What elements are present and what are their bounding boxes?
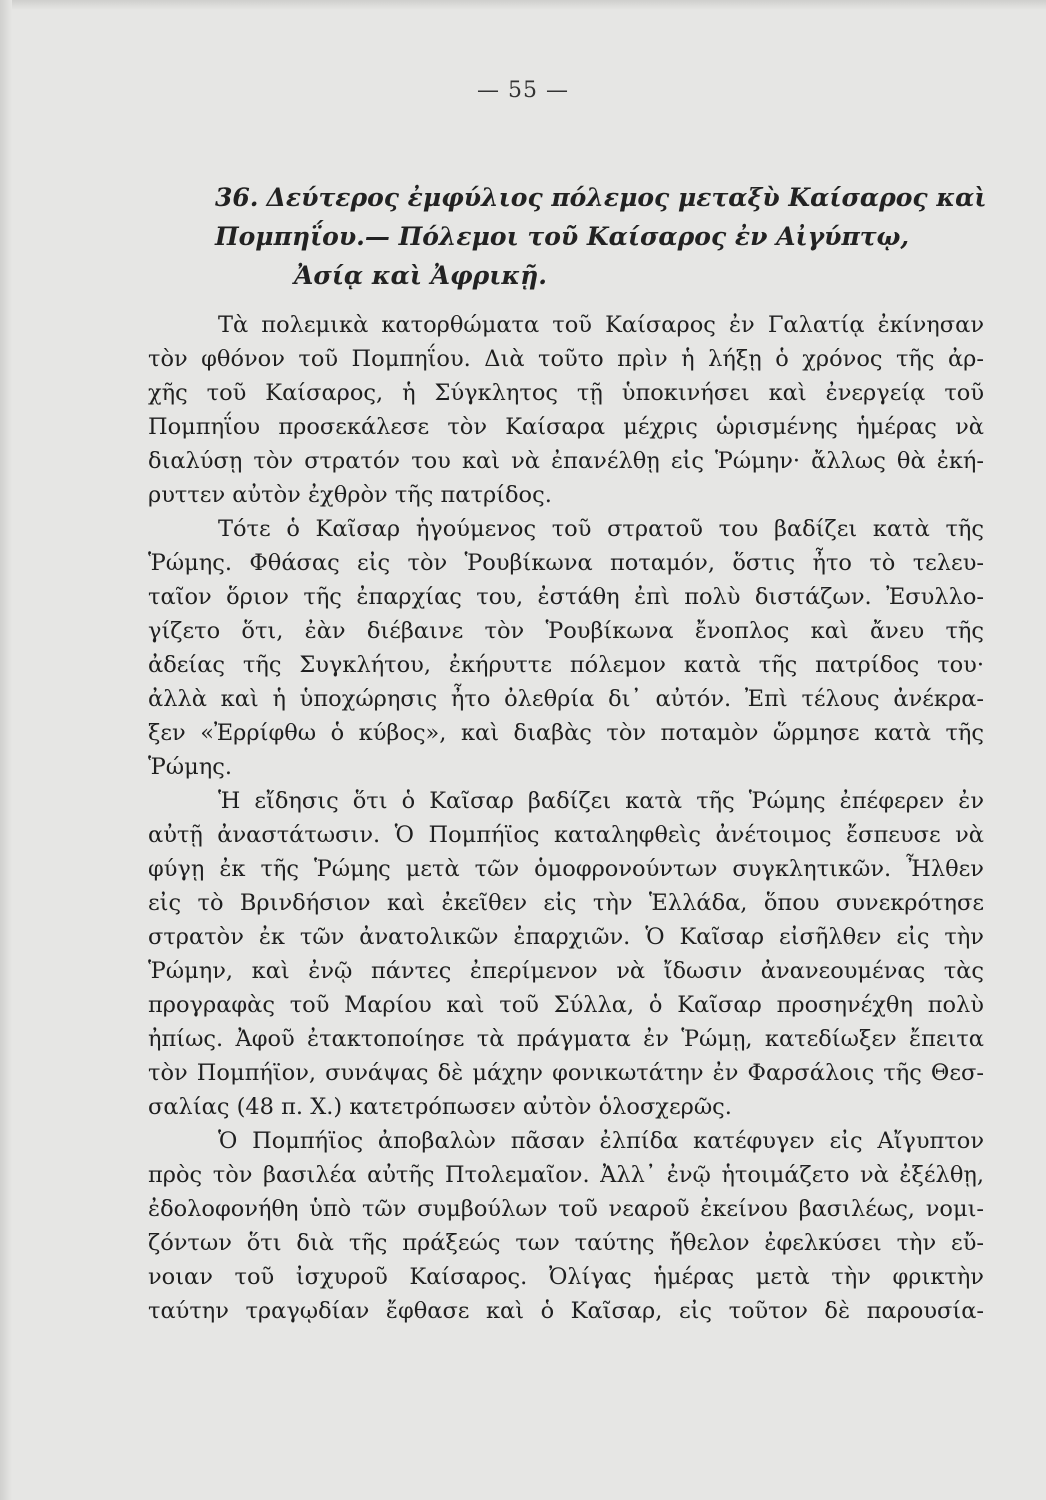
paragraph-1	[148, 308, 984, 512]
body-text	[148, 308, 984, 1328]
text-line: Ῥώμης.	[148, 754, 232, 780]
paragraph-4	[148, 1124, 984, 1328]
text-line: χῆς τοῦ Καίσαρος, ἡ Σύγκλητος τῇ ὑποκινήσει καὶ ἐνεργείᾳ τοῦ	[148, 380, 984, 406]
text-line: ταῖον ὅριον τῆς ἐπαρχίας του, ἐστάθη ἐπὶ πολὺ διστάζων. Ἐσυλλο-	[148, 584, 984, 610]
heading-line-3: Ἀσίᾳ καὶ Ἀφρικῇ.	[294, 261, 548, 290]
text-line: ξεν «Ἐρρίφθω ὁ κύβος», καὶ διαβὰς τὸν ποταμὸν ὥρμησε κατὰ τῆς	[148, 720, 984, 746]
text-line: ζόντων ὅτι διὰ τῆς πράξεώς των ταύτης ἤθελον ἐφελκύσει τὴν εὔ-	[148, 1230, 984, 1256]
text-line: ἠπίως. Ἀφοῦ ἐτακτοποίησε τὰ πράγματα ἐν Ῥώμῃ, κατεδίωξεν ἔπειτα	[148, 1026, 984, 1052]
page-top-edge	[0, 0, 1046, 10]
text-line: ἀδείας τῆς Συγκλήτου, ἐκήρυττε πόλεμον κατὰ τῆς πατρίδος του·	[148, 652, 984, 678]
text-line: φύγῃ ἐκ τῆς Ῥώμης μετὰ τῶν ὁμοφρονούντων συγκλητικῶν. Ἦλθεν	[148, 856, 984, 882]
text-line: ἀλλὰ καὶ ἡ ὑποχώρησις ἦτο ὀλεθρία δι᾿ αὐτόν. Ἐπὶ τέλους ἀνέκρα-	[148, 686, 984, 712]
text-line: διαλύσῃ τὸν στρατόν του καὶ νὰ ἐπανέλθῃ εἰς Ῥώμην· ἄλλως θὰ ἐκή-	[148, 448, 984, 474]
text-line: ταύτην τραγῳδίαν ἔφθασε καὶ ὁ Καῖσαρ, εἰς τοῦτον δὲ παρουσία-	[148, 1298, 984, 1324]
section-heading	[215, 178, 987, 295]
text-line: Τότε ὁ Καῖσαρ ἡγούμενος τοῦ στρατοῦ του βαδίζει κατὰ τῆς	[218, 516, 984, 542]
text-line: Ῥώμης. Φθάσας εἰς τὸν Ῥουβίκωνα ποταμόν, ὅστις ἦτο τὸ τελευ-	[148, 550, 984, 576]
paragraph-3	[148, 784, 984, 1124]
text-line: τὸν Πομπήϊον, συνάψας δὲ μάχην φονικωτάτην ἐν Φαρσάλοις τῆς Θεσ-	[148, 1060, 984, 1086]
heading-line-1	[215, 178, 987, 217]
text-line: στρατὸν ἐκ τῶν ἀνατολικῶν ἐπαρχιῶν. Ὁ Καῖσαρ εἰσῆλθεν εἰς τὴν	[148, 924, 984, 950]
paragraph-2	[148, 512, 984, 784]
heading-text: Δεύτερος ἐμφύλιος πόλεμος μεταξὺ Καίσαρος καὶ	[266, 183, 987, 212]
text-line: ἐδολοφονήθη ὑπὸ τῶν συμβούλων τοῦ νεαροῦ ἐκείνου βασιλέως, νομι-	[148, 1196, 984, 1222]
text-line: τὸν φθόνον τοῦ Πομπηΐου. Διὰ τοῦτο πρὶν ἡ λήξῃ ὁ χρόνος τῆς ἀρ-	[148, 346, 984, 372]
text-line: Πομπηΐου προσεκάλεσε τὸν Καίσαρα μέχρις ὡρισμένης ἡμέρας νὰ	[148, 414, 984, 440]
section-number: 36.	[215, 183, 259, 212]
page-left-edge	[0, 0, 12, 1500]
text-line: αὐτῇ ἀναστάτωσιν. Ὁ Πομπήϊος καταληφθεὶς ἀνέτοιμος ἔσπευσε νὰ	[148, 822, 984, 848]
page-number: — 55 —	[477, 78, 569, 103]
text-line: πρὸς τὸν βασιλέα αὐτῆς Πτολεμαῖον. Ἀλλ᾿ ἐνῷ ἡτοιμάζετο νὰ ἐξέλθῃ,	[148, 1162, 984, 1188]
text-line: εἰς τὸ Βρινδήσιον καὶ ἐκεῖθεν εἰς τὴν Ἑλλάδα, ὅπου συνεκρότησε	[148, 890, 984, 916]
text-line: Τὰ πολεμικὰ κατορθώματα τοῦ Καίσαρος ἐν Γαλατίᾳ ἐκίνησαν	[218, 312, 984, 338]
text-line: προγραφὰς τοῦ Μαρίου καὶ τοῦ Σύλλα, ὁ Καῖσαρ προσηνέχθη πολὺ	[148, 992, 984, 1018]
text-line: γίζετο ὅτι, ἐὰν διέβαινε τὸν Ῥουβίκωνα ἔνοπλος καὶ ἄνευ τῆς	[148, 618, 984, 644]
text-line: ρυττεν αὐτὸν ἐχθρὸν τῆς πατρίδος.	[148, 482, 552, 508]
heading-line-2: Πομπηΐου.— Πόλεμοι τοῦ Καίσαρος ἐν Αἰγύπτῳ,	[215, 222, 910, 251]
text-line: Ὁ Πομπήϊος ἀποβαλὼν πᾶσαν ἐλπίδα κατέφυγεν εἰς Αἴγυπτον	[218, 1128, 984, 1154]
text-line: Ἡ εἴδησις ὅτι ὁ Καῖσαρ βαδίζει κατὰ τῆς Ῥώμης ἐπέφερεν ἐν	[218, 788, 984, 814]
text-line: σαλίας (48 π. Χ.) κατετρόπωσεν αὐτὸν ὁλοσχερῶς.	[148, 1094, 732, 1120]
text-line: νοιαν τοῦ ἰσχυροῦ Καίσαρος. Ὀλίγας ἡμέρας μετὰ τὴν φρικτὴν	[148, 1264, 984, 1290]
text-line: Ῥώμην, καὶ ἐνῷ πάντες ἐπερίμενον νὰ ἴδωσιν ἀνανεουμένας τὰς	[148, 958, 984, 984]
